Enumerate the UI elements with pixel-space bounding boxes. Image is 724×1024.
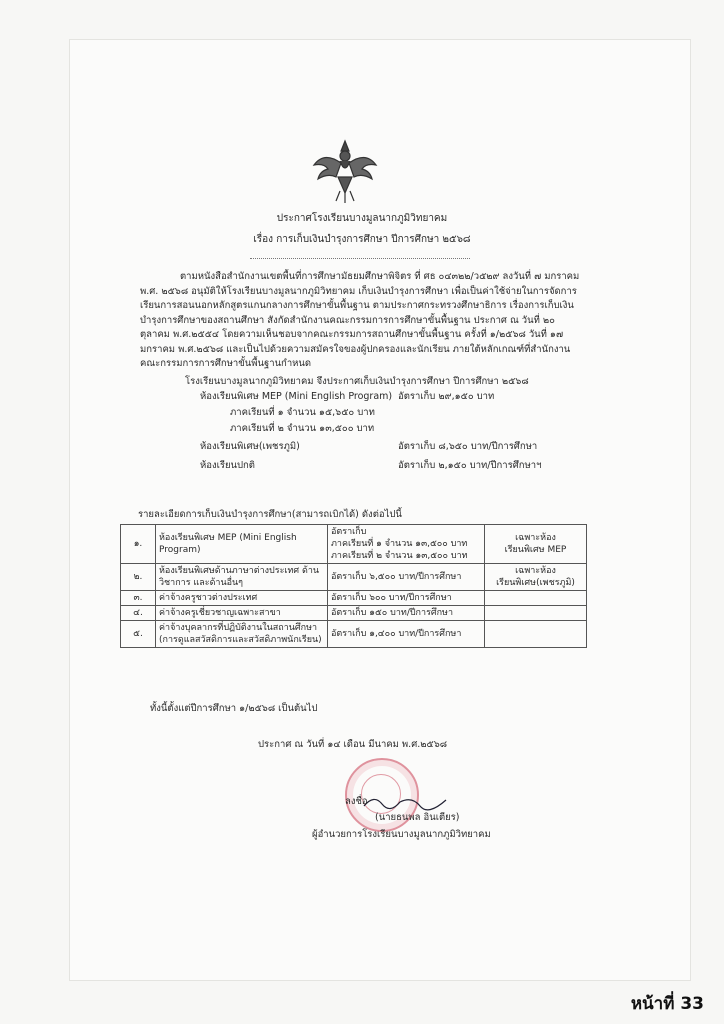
row-note bbox=[485, 606, 587, 621]
regular-rate: อัตราเก็บ ๒,๑๕๐ บาท/ปีการศึกษาฯ bbox=[398, 460, 542, 471]
announce-date: ประกาศ ณ วันที่ ๑๔ เดือน มีนาคม พ.ศ.๒๕๖๘ bbox=[258, 739, 448, 750]
row-rate: อัตราเก็บ ภาคเรียนที่ ๑ จำนวน ๑๓,๕๐๐ บาท ภาคเรียนที่ ๒ จำนวน ๑๓,๕๐๐ บาท bbox=[328, 525, 485, 564]
row-rate: อัตราเก็บ ๖,๕๐๐ บาท/ปีการศึกษา bbox=[328, 564, 485, 591]
table-row bbox=[121, 525, 587, 564]
row-number: ๕. bbox=[121, 621, 156, 648]
row-item: ค่าจ้างบุคลากรที่ปฏิบัติงานในสถานศึกษา (การดูแลสวัสดิการและสวัสดิภาพนักเรียน) bbox=[156, 621, 328, 648]
row-number: ๔. bbox=[121, 606, 156, 621]
divider bbox=[250, 258, 470, 259]
row-rate: อัตราเก็บ ๖๐๐ บาท/ปีการศึกษา bbox=[328, 591, 485, 606]
detail-heading: รายละเอียดการเก็บเงินบำรุงการศึกษา(สามารถเบิกได้) ดังต่อไปนี้ bbox=[138, 509, 402, 520]
row-note bbox=[485, 621, 587, 648]
body-paragraph: ตามหนังสือสำนักงานเขตพื้นที่การศึกษามัธยมศึกษาพิจิตร ที่ ศธ ๐๔๓๒๒/ว๕๒๙ ลงวันที่ ๗ มกราคม พ.ศ. ๒๕๖๘ อนุมัติให้โรงเรียนบางมูลนากภูมิวิทยาคม เก็บเงินบำรุงการศึกษา เพื่อเป็นค่าใช้จ่ายในการจัดการเรียนการสอนนอกหลักสูตรแกนกลางการศึกษาขั้นพื้นฐาน ตามประกาศกระทรวงศึกษาธิการ เรื่องการเก็บเงินบำรุงการศึกษาของสถานศึกษา สังกัดสำนักงานคณะกรรมการการศึกษาขั้นพื้นฐาน ประกาศ ณ วันที่ ๒๐ ตุลาคม พ.ศ.๒๕๕๔ โดยความเห็นชอบจากคณะกรรมการสถานศึกษาขั้นพื้นฐาน ครั้งที่ ๑/๒๕๖๘ วันที่ ๑๗ มกราคม พ.ศ.๒๕๖๘ และเป็นไปด้วยความสมัครใจของผู้ปกครองและนักเรียน ภายใต้หลักเกณฑ์ที่สำนักงานคณะกรรมการการศึกษาขั้นพื้นฐานกำหนด bbox=[140, 271, 580, 369]
gifted-label: ห้องเรียนพิเศษ(เพชรภูมิ) bbox=[200, 441, 300, 452]
row-item: ห้องเรียนพิเศษ MEP (Mini English Program) bbox=[156, 525, 328, 564]
mep-term1: ภาคเรียนที่ ๑ จำนวน ๑๕,๖๕๐ บาท bbox=[230, 407, 375, 418]
document-subject: เรื่อง การเก็บเงินบำรุงการศึกษา ปีการศึกษา ๒๕๖๘ bbox=[253, 234, 471, 245]
row-rate: อัตราเก็บ ๑,๔๐๐ บาท/ปีการศึกษา bbox=[328, 621, 485, 648]
table-row bbox=[121, 591, 587, 606]
row-item: ค่าจ้างครูชาวต่างประเทศ bbox=[156, 591, 328, 606]
effective-line: ทั้งนี้ตั้งแต่ปีการศึกษา ๑/๒๕๖๘ เป็นต้นไป bbox=[150, 703, 318, 714]
announce-line: โรงเรียนบางมูลนากภูมิวิทยาคม จึงประกาศเก็บเงินบำรุงการศึกษา ปีการศึกษา ๒๕๖๘ bbox=[185, 376, 529, 387]
signer-position: ผู้อำนวยการโรงเรียนบางมูลนากภูมิวิทยาคม bbox=[312, 829, 491, 840]
garuda-emblem-icon bbox=[310, 135, 380, 205]
row-item: ค่าจ้างครูเชี่ยวชาญเฉพาะสาขา bbox=[156, 606, 328, 621]
mep-rate: อัตราเก็บ ๒๙,๑๕๐ บาท bbox=[398, 391, 495, 402]
sign-label: ลงชื่อ bbox=[345, 796, 368, 807]
row-item: ห้องเรียนพิเศษด้านภาษาต่างประเทศ ด้านวิชาการ และด้านอื่นๆ bbox=[156, 564, 328, 591]
table-row bbox=[121, 621, 587, 648]
document-title: ประกาศโรงเรียนบางมูลนากภูมิวิทยาคม bbox=[276, 213, 448, 224]
row-note: เฉพาะห้อง เรียนพิเศษ(เพชรภูมิ) bbox=[485, 564, 587, 591]
mep-label: ห้องเรียนพิเศษ MEP (Mini English Program) bbox=[200, 391, 393, 402]
regular-label: ห้องเรียนปกติ bbox=[200, 460, 255, 471]
mep-term2: ภาคเรียนที่ ๒ จำนวน ๑๓,๕๐๐ บาท bbox=[230, 423, 375, 434]
page-number: หน้าที่ 33 bbox=[630, 994, 704, 1014]
row-note bbox=[485, 591, 587, 606]
row-number: ๓. bbox=[121, 591, 156, 606]
row-note: เฉพาะห้อง เรียนพิเศษ MEP bbox=[485, 525, 587, 564]
row-number: ๒. bbox=[121, 564, 156, 591]
gifted-rate: อัตราเก็บ ๘,๖๕๐ บาท/ปีการศึกษา bbox=[398, 441, 538, 452]
signer-name: (นายธนพล อินเตียร) bbox=[375, 812, 460, 823]
table-row bbox=[121, 606, 587, 621]
signature bbox=[360, 792, 450, 812]
row-number: ๑. bbox=[121, 525, 156, 564]
fee-table bbox=[120, 524, 587, 648]
table-row bbox=[121, 564, 587, 591]
row-rate: อัตราเก็บ ๑๕๐ บาท/ปีการศึกษา bbox=[328, 606, 485, 621]
